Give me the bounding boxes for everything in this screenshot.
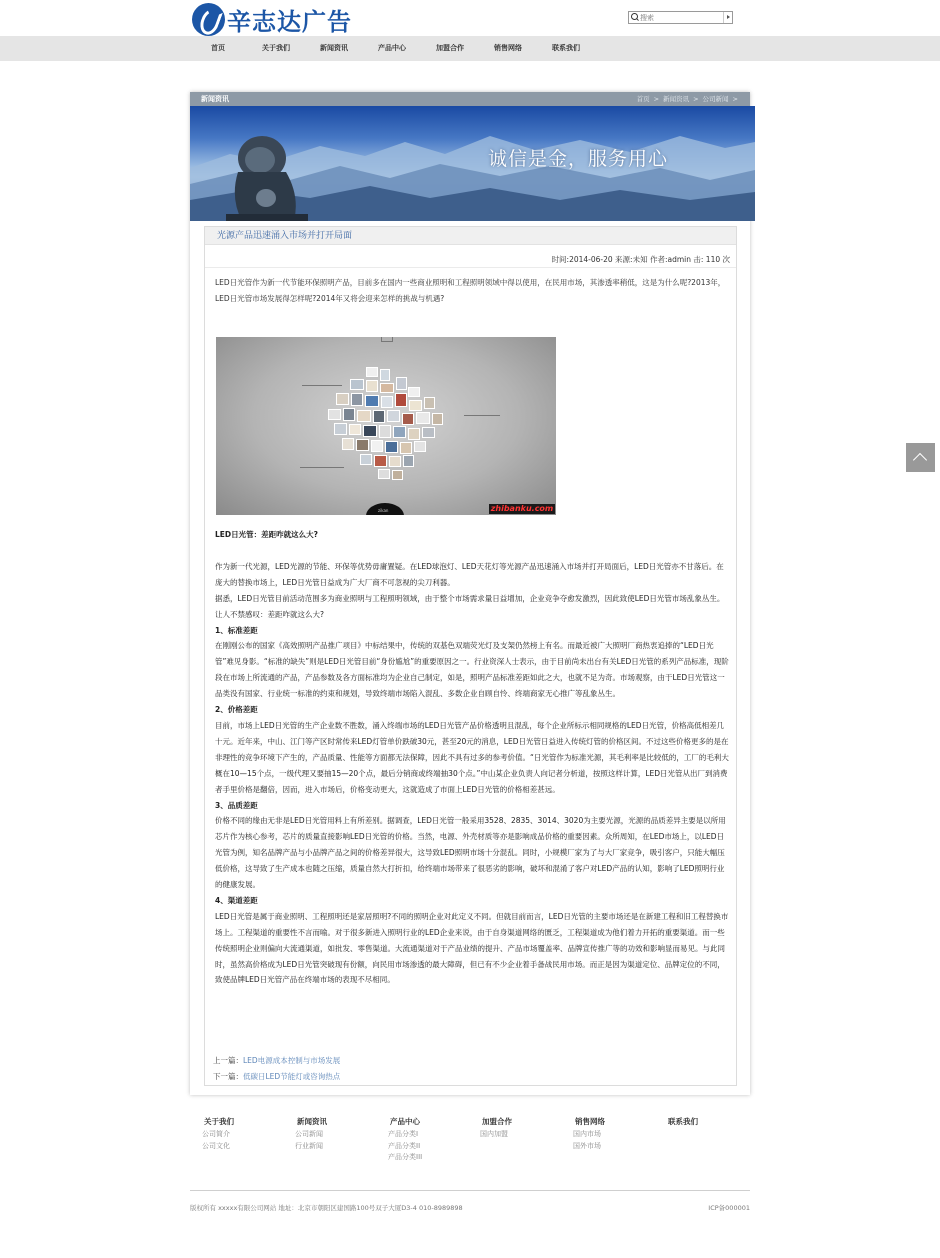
- prev-article-link[interactable]: LED电源成本控制与市场发展: [243, 1056, 341, 1065]
- nav-item-about[interactable]: 关于我们: [262, 44, 290, 52]
- search-icon: [631, 13, 640, 22]
- section-title: 2、价格差距: [215, 705, 258, 715]
- article-title: 光源产品迅速涌入市场并打开局面: [217, 231, 353, 241]
- footer-link[interactable]: 产品分类III: [388, 1153, 423, 1161]
- footer-link[interactable]: 国外市场: [573, 1141, 601, 1150]
- article-image: [216, 337, 556, 515]
- article-title-bar: [205, 227, 736, 245]
- section-text: 在刚刚公布的国家《高效照明产品推广项目》中标结果中，传统的双基色双端荧光灯及支架仍然榜上有名。而最近被广大照明厂商热衷追捧的“LED日光管”难见身影。“标准的缺失”则是LED日光管目前“身份尴尬”的重要原因之一。行业资深人士表示，由于目前尚未出台有关LED日光管的系列产品标准，现阶段在市场上所流通的产品，产品参数及各方面标准均为企业自己制定，如是，照明产品标准差距如此之大，也就不足为奇。市场观察，由于LED日光管这一品类没有国家、行业统一标准的约束和规划，导致终端市场陷入混乱、多数企业自顾自怜、终端商家无心推广等乱象丛生。: [215, 641, 729, 699]
- section-text: 目前，市场上LED日光管的生产企业数不胜数，涌入终端市场的LED日光管产品价格透明且混乱，每个企业所标示相同规格的LED日光管，价格高低相差几十元。近年来，中山、江门等产区时常传来LED灯管单价跌破30元，甚至20元的消息，LED日光管日益进入传统灯管的价格区间。不过这些价格更多的是在非理性的竞争环境下产生的，产品质量、性能等方面都无法保障，因此不具有过多的参考价值。“日光管作为标准光源，其毛利率是比较低的，工厂的毛利大概在10—15个点，一级代理又要抽15—20个点，最后分销商或终端抽30个点。”中山某企业负责人向记者分析道，按照这样计算，LED日光管从出厂到消费者手里价格是翻倍，因而，进入市场后，价格变动更大，这就造成了市面上LED日光管的价格相差甚远。: [215, 720, 729, 794]
- next-label: 下一篇：: [213, 1072, 243, 1081]
- section-text: LED日光管是属于商业照明、工程照明还是家居照明?不同的照明企业对此定义不同。但就目前而言，LED日光管的主要市场还是在新建工程和旧工程替换市场上。工程渠道的重要性不言而喻。对于很多新进入照明行业的LED企业来说，由于自身渠道网络的匮乏，工程渠道成为他们着力开拓的重要渠道。而一些传统照明企业则偏向大流通渠道，如批发、零售渠道。大流通渠道对于产品业绩的提升、产品市场覆盖率、品牌宣传推广等的功效和影响显而易见。与此同时，虽然高价格成为LED日光管突破现有份额，向民用市场渗透的最大障碍，但已有不少企业着手备战民用市场。而正是因为渠道定位、品牌定位的不同，致使品牌LED日光管产品在终端市场的表现不尽相同。: [215, 911, 729, 985]
- breadcrumb-home[interactable]: 首页: [636, 95, 650, 103]
- nav-item-contact[interactable]: 联系我们: [552, 44, 580, 52]
- banner-slogan: 诚信是金，服务用心: [488, 148, 669, 170]
- back-to-top-button[interactable]: [906, 443, 935, 472]
- search-input[interactable]: [640, 12, 720, 23]
- nav-list: [189, 36, 595, 61]
- breadcrumb-separator: >: [693, 95, 699, 103]
- footer-column-join: [468, 1115, 558, 1141]
- column-title: 新闻资讯: [201, 95, 229, 103]
- image-disc-label: zikan: [378, 508, 389, 513]
- breadcrumb-separator: >: [653, 95, 660, 103]
- prev-next-nav: [213, 1053, 340, 1085]
- nav-item-news[interactable]: 新闻资讯: [320, 44, 348, 52]
- image-top-marker: [381, 337, 393, 342]
- divider: [205, 267, 736, 268]
- stone-lion-statue-image: [220, 128, 308, 221]
- footer-link[interactable]: 产品分类I: [388, 1130, 419, 1138]
- content-box: [190, 92, 750, 1095]
- footer-divider: [190, 1190, 750, 1191]
- footer-column-title: 联系我们: [668, 1117, 698, 1126]
- footer-column-products: [376, 1115, 466, 1164]
- footer-column-sales: [561, 1115, 651, 1152]
- image-caption-right: [464, 415, 500, 425]
- image-watermark-logo: zhibanku.com: [490, 504, 554, 513]
- article-intro: LED日光管作为新一代节能环保照明产品，目前多在国内一些商业照明和工程照明领域中得以使用，在民用市场，其渗透率稍低，这是为什么呢?2013年，LED日光管市场发展得怎样呢?2014年又将会迎来怎样的挑战与机遇?: [215, 278, 726, 303]
- footer-column-about: [190, 1115, 280, 1152]
- article-body: [215, 527, 731, 988]
- footer-links: [190, 1115, 750, 1175]
- article-meta: 时间:2014-06-20 来源:未知 作者:admin 击: 110 次: [551, 255, 730, 264]
- footer-link[interactable]: 公司新闻: [295, 1130, 323, 1138]
- article-paragraph: 据悉，LED日光管目前活动范围多为商业照明与工程照明领域，由于整个市场需求量日益增加，企业竞争夺愈发激烈，因此致使LED日光管市场乱象丛生。让人不禁感叹：差距咋就这么大?: [215, 593, 725, 619]
- image-caption-left: [302, 385, 342, 395]
- section-title: 3、品质差距: [215, 800, 258, 810]
- logo-text: 辛志达广告: [227, 6, 352, 36]
- image-disc-mark: [366, 503, 404, 515]
- footer-link[interactable]: 行业新闻: [295, 1141, 323, 1150]
- footer-link[interactable]: 公司文化: [202, 1141, 230, 1150]
- breadcrumb: [635, 92, 740, 106]
- image-caption-bottom: [300, 467, 344, 481]
- logo-mark-icon: [192, 3, 225, 36]
- next-article-link[interactable]: 低碳日LED节能灯或咨询热点: [243, 1072, 341, 1081]
- footer-column-title: 产品中心: [390, 1117, 420, 1126]
- nav-item-join[interactable]: 加盟合作: [436, 44, 464, 52]
- prev-label: 上一篇：: [213, 1056, 243, 1065]
- article-paragraph: 作为新一代光源，LED光源的节能、环保等优势毋庸置疑。在LED球泡灯、LED天花灯等光源产品迅速涌入市场并打开局面后，LED日光管亦不甘落后。在庞大的替换市场上，LED日光管日益成为广大厂商不可忽视的尖刀利器。: [215, 561, 724, 587]
- nav-item-home[interactable]: 首页: [211, 44, 225, 52]
- breadcrumb-separator: >: [732, 95, 738, 103]
- footer-link[interactable]: 国内加盟: [480, 1130, 508, 1138]
- prev-article: [213, 1053, 340, 1069]
- footer-column-contact: [654, 1115, 744, 1129]
- copyright-text: 版权所有 xxxxx有限公司网站 地址：北京市朝阳区建国路100号双子大厦D3-4 010-8989898: [190, 1204, 463, 1212]
- article-subheading: LED日光管：差距咋就这么大?: [215, 530, 318, 539]
- breadcrumb-company-news[interactable]: 公司新闻: [702, 95, 729, 103]
- main-navbar: [0, 36, 940, 61]
- column-bar: [190, 92, 750, 106]
- article-box: [204, 226, 737, 1086]
- nav-item-sales[interactable]: 销售网络: [494, 44, 522, 52]
- footer-column-title: 新闻资讯: [297, 1117, 327, 1126]
- nav-item-products[interactable]: 产品中心: [378, 44, 406, 52]
- next-article: [213, 1069, 340, 1085]
- site-logo[interactable]: [192, 2, 352, 36]
- footer-link[interactable]: 国内市场: [573, 1130, 601, 1138]
- footer-link[interactable]: 产品分类II: [388, 1141, 421, 1150]
- icp-number: ICP备000001: [708, 1204, 750, 1212]
- search-submit-button[interactable]: [723, 12, 732, 23]
- footer-link[interactable]: 公司简介: [202, 1130, 230, 1138]
- section-title: 4、渠道差距: [215, 895, 258, 905]
- section-title: 1、标准差距: [215, 625, 258, 635]
- breadcrumb-news[interactable]: 新闻资讯: [663, 95, 690, 103]
- footer-column-news: [283, 1115, 373, 1152]
- footer-column-title: 关于我们: [204, 1117, 234, 1126]
- search-box: [628, 11, 733, 24]
- banner-image: [190, 106, 755, 221]
- footer-column-title: 加盟合作: [482, 1117, 512, 1126]
- section-text: 价格不同的缘由无非是LED日光管用料上有所差别。据调查，LED日光管一般采用3528、2835、3014、3020为主要光源，光源的品质差异主要是以所用芯片作为核心参考，芯片的质量直接影响LED日光管的价格。当然，电源、外壳材质等亦是影响成品价格的重要因素。众所周知，在LED市场上，以LED日光管为例，知名品牌产品与小品牌产品之间的价格差异很大，这导致LED照明市场十分混乱。同时，小规模厂家为了与大厂家竞争，吸引客户，只能大幅压低价格，这导致了生产成本也随之压缩，质量自然大打折扣，给终端市场带来了很恶劣的影响，破坏和混淆了客户对LED产品的认知，影响了LED照明行业的健康发展。: [215, 816, 726, 890]
- footer-column-title: 销售网络: [575, 1117, 605, 1126]
